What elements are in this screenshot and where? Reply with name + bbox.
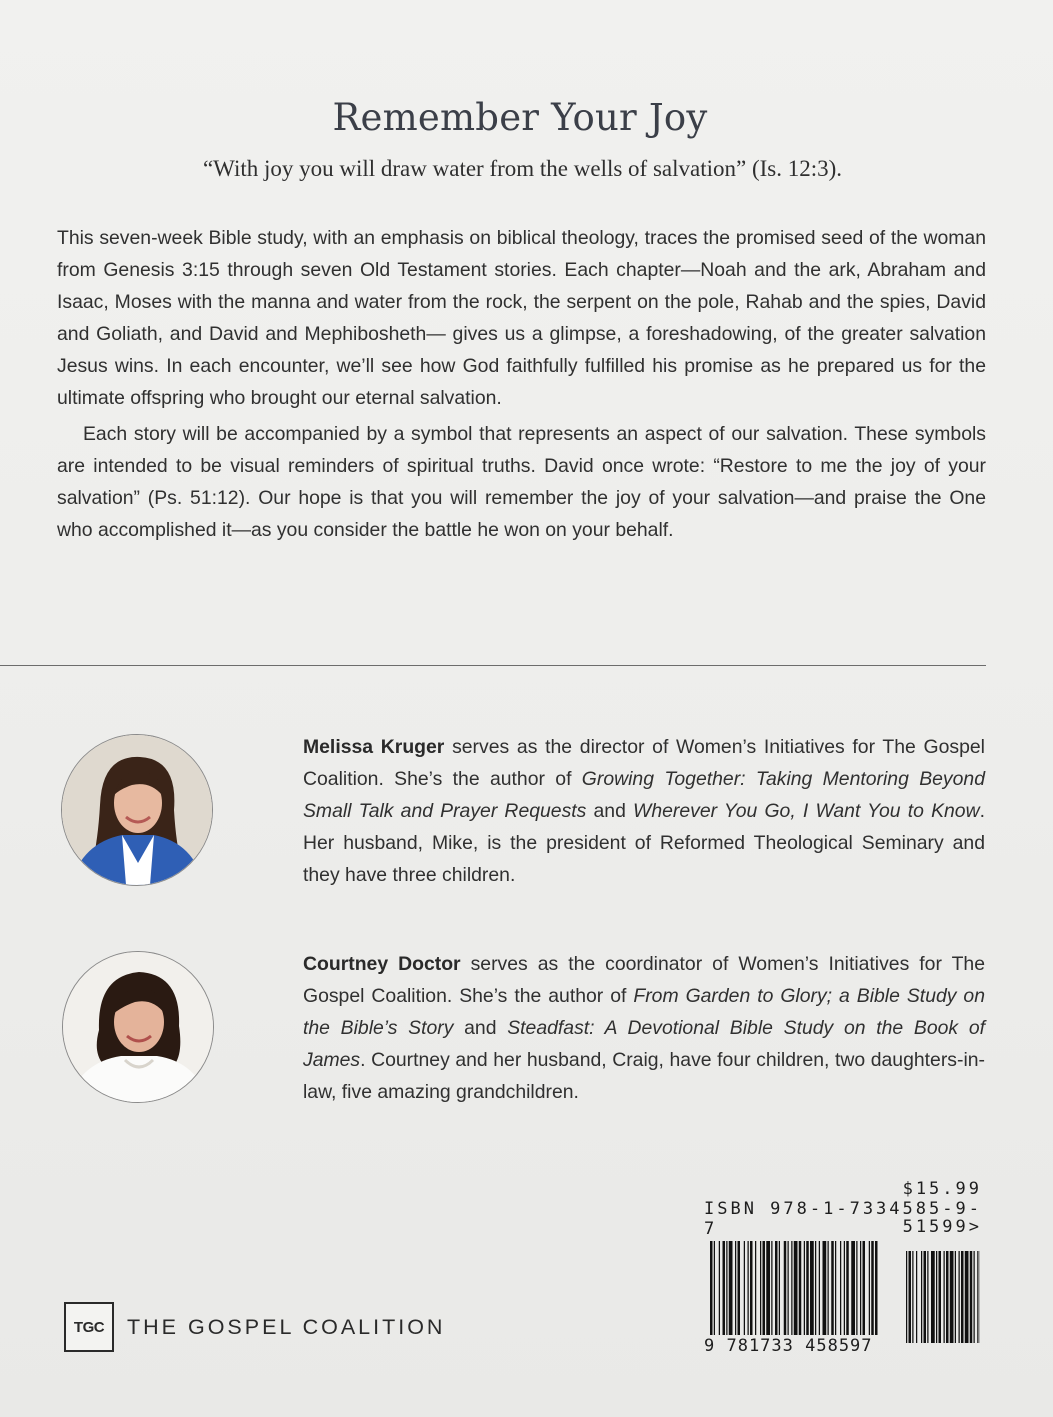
description-paragraph-2: Each story will be accompanied by a symbol that represents an aspect of our salvation. These symbols are intended to be visual reminders of spiritual truths. David once wrote: “Restore to me the joy of your salvation” (Ps. 51:12). Our hope is that you will remember the joy of your salvation—and praise the One who accomplished it—as you consider the battle he won on your behalf.: [57, 422, 986, 541]
isbn-label: ISBN 978-1-7334585-9-7: [704, 1199, 982, 1239]
book-description: [57, 222, 986, 546]
price-addon-code: 51599>: [902, 1217, 982, 1237]
book-title: From Garden to Glory; a Bible Study on the Bible’s Story: [303, 985, 985, 1040]
author-bio-melissa-kruger: Melissa Kruger serves as the director of Women’s Initiatives for The Gospel Coalition. She’s the author of Growing Together: Taking Mentoring Beyond Small Talk and Prayer Requests and Wherever You Go, I Want You to Know. Her husband, Mike, is the president of Reformed Theological Seminary and they have three children.: [303, 736, 985, 887]
author-name: Melissa Kruger: [303, 736, 445, 758]
portrait-icon: [63, 952, 213, 1102]
barcode-icon: [710, 1241, 980, 1343]
author-name: Courtney Doctor: [303, 953, 461, 975]
barcode-digits: 9 781733 458597: [704, 1336, 873, 1356]
publisher-logo: [64, 1301, 445, 1353]
author-bio-courtney-doctor: Courtney Doctor serves as the coordinator of Women’s Initiatives for The Gospel Coalition. She’s the author of From Garden to Glory; a Bible Study on the Bible’s Story and Steadfast: A Devotional Bible Study on the Book of James. Courtney and her husband, Craig, have four children, two daughters-in-law, five amazing grandchildren.: [303, 953, 985, 1104]
publisher-name: THE GOSPEL COALITION: [127, 1314, 446, 1339]
tgc-logo-icon: TGC: [64, 1302, 114, 1352]
cover-title: Remember Your Joy: [332, 96, 708, 139]
book-title: Growing Together: Taking Mentoring Beyond Small Talk and Prayer Requests: [303, 768, 985, 823]
author-photo-melissa-kruger: [61, 734, 213, 886]
description-paragraph-1: This seven-week Bible study, with an emphasis on biblical theology, traces the promised seed of the woman from Genesis 3:15 through seven Old Testament stories. Each chapter—Noah and the ark, Abraham and Isaac, Moses with the manna and water from the rock, the serpent on the pole, Rahab and the spies, David and Goliath, and David and Mephibosheth— gives us a glimpse, a foreshadowing, of the greater salvation Jesus wins. In each encounter, we’ll see how God faithfully fulfilled his promise as he prepared us for the ultimate offspring who brought our eternal salvation.: [57, 227, 986, 410]
book-title: Wherever You Go, I Want You to Know: [633, 800, 980, 823]
section-divider: [0, 665, 986, 666]
book-title: Steadfast: A Devotional Bible Study on the Book of James: [303, 1017, 985, 1072]
price-label: $15.99: [902, 1179, 982, 1199]
epigraph-quote: “With joy you will draw water from the wells of salvation” (Is. 12:3).: [202, 156, 843, 181]
author-photo-courtney-doctor: [62, 951, 214, 1103]
isbn-barcode: [704, 1177, 984, 1367]
portrait-icon: [62, 735, 212, 885]
